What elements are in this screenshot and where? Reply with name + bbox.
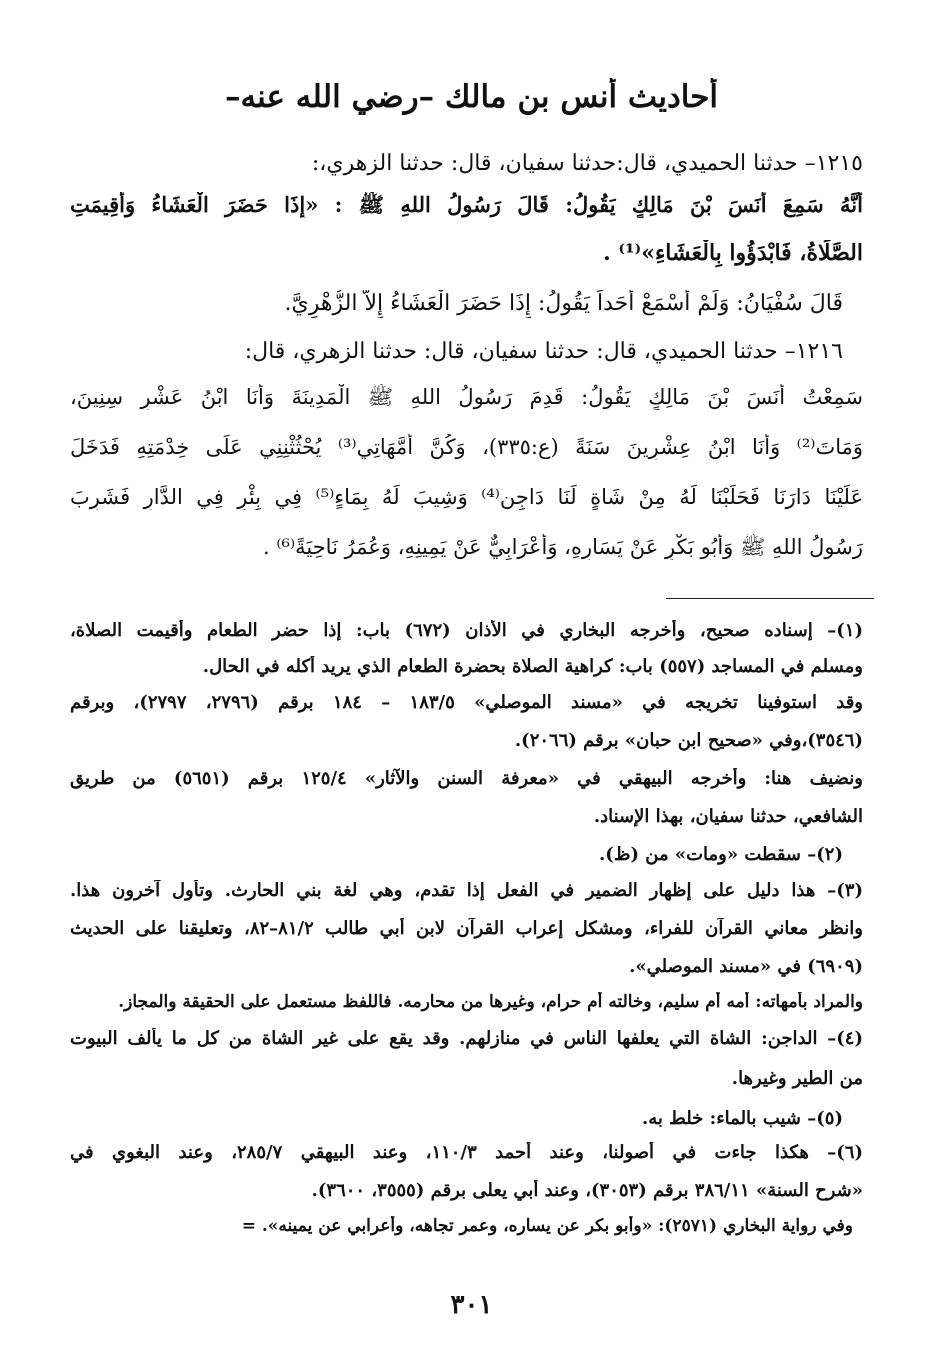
hadith-1215-isnad: ١٢١٥– حدثنا الحميدي، قال:حدثنا سفيان، قال: حدثنا الزهري،:	[311, 151, 863, 176]
footnote-6-line-2: «شرح السنة» ٣٨٦/١١ برقم (٣٠٥٣)، وعند أبي يعلى برقم (٣٥٥٥، ٣٦٠٠).	[311, 1180, 863, 1201]
hadith-1215-text-line-1: أَنَّهُ سَمِعَ أَنَسَ بْنَ مَالِكٍ يَقُولُ: قَالَ رَسُولُ اللهِ ﷺ : «إِذَا حَضَرَ الْعَشَاءُ وَأُقِيمَتِ	[70, 192, 863, 217]
hadith-1215-sufyan-note: قَالَ سُفْيَانُ: وَلَمْ أَسْمَعْ أَحَداً يَقُولُ: إِذَا حَضَرَ الْعَشَاءُ إِلاَّ الزُّهْرِيَّ.	[284, 291, 843, 316]
footnote-1-line-5: ونضيف هنا: وأخرجه البيهقي في «معرفة السنن والآثار» ١٢٥/٤ برقم (٥٦٥١) من طريق	[70, 768, 863, 789]
footnote-1-line-1: (١)– إسناده صحيح، وأخرجه البخاري في الأذان (٦٧٢) باب: إذا حضر الطعام وأقيمت الصلاة،	[70, 620, 863, 641]
footnote-5: (٥)– شيب بالماء: خلط به.	[641, 1108, 843, 1129]
footnote-2: (٢)– سقطت «ومات» من (ظ).	[599, 844, 843, 865]
footnote-3-line-2: وانظر معاني القرآن للفراء، ومشكل إعراب القرآن لابن أبي طالب ٨١/٢–٨٢، وتعليقنا على الحديث	[70, 918, 863, 939]
footnote-3-line-4: والمراد بأمهاته: أمه أم سليم، وخالته أم حرام، وغيرها من محارمه. فاللفظ مستعمل على الحقيقة والمجاز.	[118, 992, 863, 1012]
footnote-separator	[666, 598, 874, 599]
footnote-3-line-1: (٣)– هذا دليل على إظهار الضمير في الفعل إذا تقدم، وهي لغة بني الحارث. وتأول آخرون هذا.	[70, 880, 863, 901]
footnote-6-line-3: وفي رواية البخاري (٢٥٧١): «وأبو بكر عن يساره، وعمر تجاهه، وأعرابي عن يمينه». =	[241, 1216, 853, 1236]
hadith-1216-text-line-2: وَمَاتَ⁽²⁾ وَأَنَا ابْنُ عِشْرِينَ سَنَةً (ع:٣٣٥)، وَكُنَّ أُمَّهَاتِي⁽³⁾ يُحْثُثْنِنِي عَلَى خِدْمَتِهِ فَدَخَلَ	[70, 435, 863, 459]
footnote-3-line-3: (٦٩٠٩) في «مسند الموصلي».	[629, 956, 863, 977]
hadith-1216-text-line-4: رَسُولُ اللهِ ﷺ وَأَبُو بَكْرٍ عَنْ يَسَارِهِ، وَأَعْرَابِيٌّ عَنْ يَمِينِهِ، وَعُمَرُ نَاحِيَةً⁽⁶⁾ .	[263, 535, 863, 559]
hadith-1216-isnad: ١٢١٦– حدثنا الحميدي، قال: حدثنا سفيان، قال: حدثنا الزهري، قال:	[244, 339, 843, 364]
footnote-1-line-6: الشافعي، حدثنا سفيان، بهذا الإسناد.	[593, 806, 863, 827]
page-title: أحاديث أنس بن مالك –رضي الله عنه–	[224, 79, 718, 115]
page-number: ٣٠١	[450, 1290, 493, 1320]
hadith-1216-text-line-1: سَمِعْتُ أَنَسَ بْنَ مَالِكٍ يَقُولُ: قَدِمَ رَسُولُ اللهِ ﷺ الْمَدِينَةَ وَأَنَا ابْنُ عَشْرِ سِنِينَ،	[70, 385, 863, 409]
footnote-1-line-2: ومسلم في المساجد (٥٥٧) باب: كراهية الصلاة بحضرة الطعام الذي يريد أكله في الحال.	[202, 656, 863, 677]
footnote-1-line-3: وقد استوفينا تخريجه في «مسند الموصلي» ١٨٣/٥ – ١٨٤ برقم (٢٧٩٦، ٢٧٩٧)، وبرقم	[70, 692, 863, 713]
hadith-1215-text-line-2: الصَّلَاةُ، فَابْدَؤُوا بِالْعَشَاءِ»⁽¹⁾ .	[603, 240, 863, 266]
footnote-4-line-2: من الطير وغيرها.	[731, 1068, 863, 1089]
footnote-1-line-4: (٣٥٤٦)،وفي «صحيح ابن حبان» برقم (٢٠٦٦).	[514, 730, 863, 751]
footnote-6-line-1: (٦)– هكذا جاءت في أصولنا، وعند أحمد ١١٠/٣، وعند البيهقي ٢٨٥/٧، وعند البغوي في	[70, 1142, 863, 1163]
hadith-1216-text-line-3: عَلَيْنَا دَارَنَا فَحَلَبْنَا لَهُ مِنْ شَاةٍ لَنَا دَاجِنٍ⁽⁴⁾ وَشِيبَ لَهُ بِمَاءٍ⁽⁵⁾ فِي بِئْرٍ فِي الدَّارِ فَشَرِبَ	[70, 485, 863, 509]
footnote-4-line-1: (٤)– الداجن: الشاة التي يعلفها الناس في منازلهم. وقد يقع على غير الشاة من كل ما يألف البيوت	[70, 1028, 863, 1049]
